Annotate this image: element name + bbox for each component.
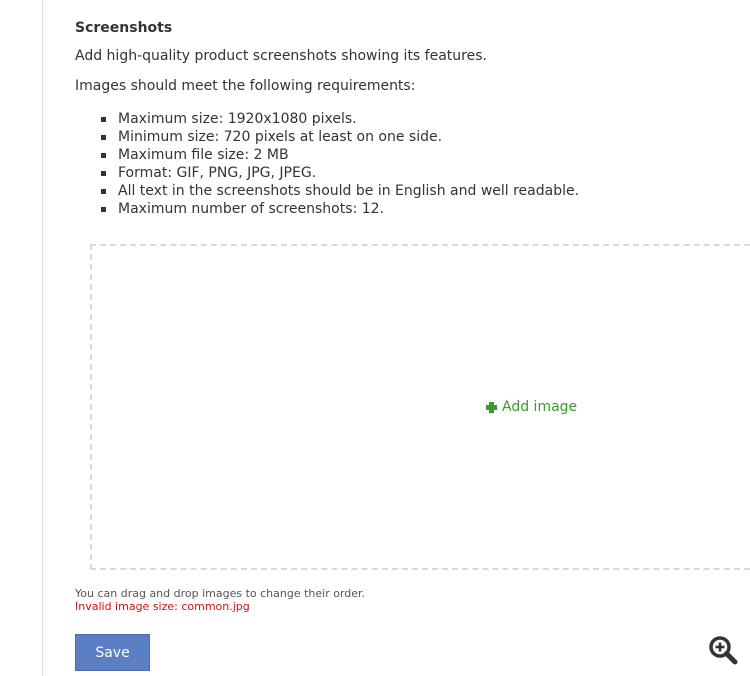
requirement-item: Maximum file size: 2 MB	[75, 146, 579, 164]
section-title: Screenshots	[75, 20, 173, 36]
error-message: Invalid image size: common.jpg	[75, 600, 250, 613]
add-image-button[interactable]	[486, 399, 577, 415]
requirements-list	[75, 110, 579, 218]
requirement-item: Maximum number of screenshots: 12.	[75, 200, 579, 218]
requirement-item: Minimum size: 720 pixels at least on one side.	[75, 128, 579, 146]
save-button[interactable]: Save	[75, 634, 150, 671]
requirement-item: All text in the screenshots should be in English and well readable.	[75, 182, 579, 200]
add-image-label: Add image	[502, 399, 578, 415]
requirements-intro: Images should meet the following requirements:	[75, 78, 416, 94]
left-divider	[42, 0, 43, 676]
section-intro: Add high-quality product screenshots showing its features.	[75, 48, 487, 64]
requirement-item: Format: GIF, PNG, JPG, JPEG.	[75, 164, 579, 182]
image-dropzone[interactable]	[90, 244, 750, 570]
zoom-in-icon[interactable]	[707, 634, 739, 666]
requirement-item: Maximum size: 1920x1080 pixels.	[75, 110, 579, 128]
plus-icon	[486, 402, 497, 413]
drag-hint-text: You can drag and drop images to change their order.	[75, 587, 366, 600]
